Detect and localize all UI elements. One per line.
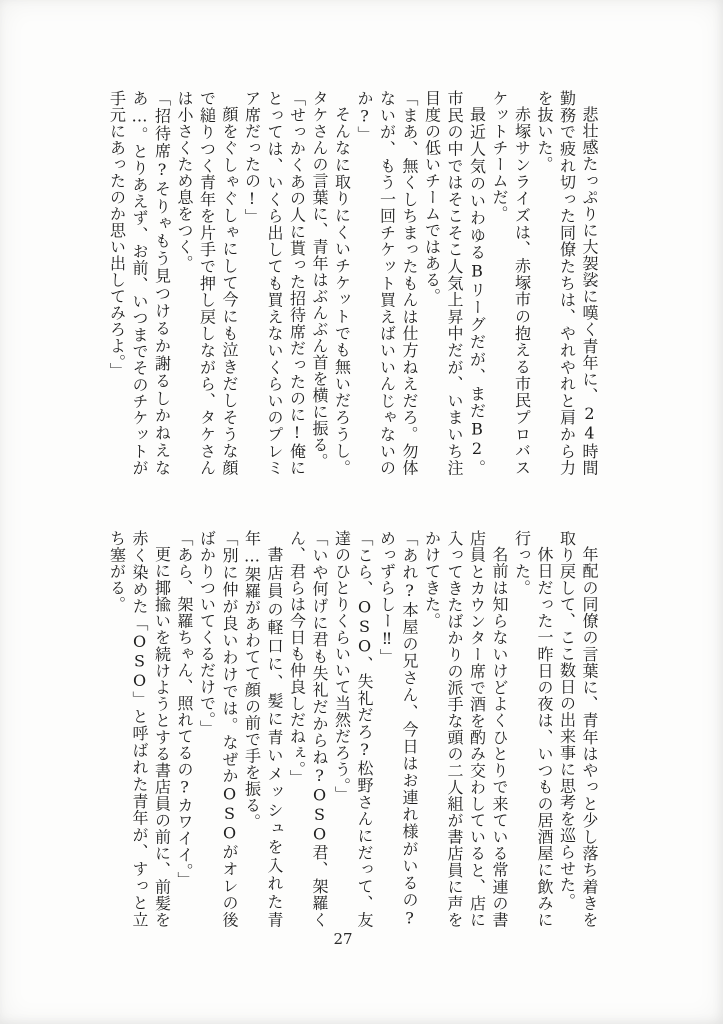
paragraph: 「招待席?そりゃもう見つけるか謝るしかねえなあ…。とりあえず、お前、いつまでそのチケットが手元にあったのか思い出してみろよ。」	[107, 90, 172, 476]
paragraph: 休日だった一昨日の夜は、いつもの居酒屋に飲みに行った。	[512, 530, 554, 928]
paragraph: 「あら、架羅ちゃん、照れてるの?カワイイ。」	[175, 530, 194, 888]
paragraph: 「せっかくあの人に貰った招待席だったのに!俺にとっては、いくら出しても買えないくらいのプレミア席だったの!」	[242, 90, 307, 476]
paragraph: 更に揶揄いを続けようとする書店員の前に、前髪を赤く染めた「OSO」と呼ばれた青年が、すっと立ち塞がる。	[107, 530, 172, 929]
paragraph: 「いや何げに君も失礼だからね?OSO君、架羅くん、君らは今日も仲良しだねぇ。」	[287, 530, 329, 928]
text-block-bottom	[95, 530, 600, 928]
paragraph: 最近人気のいわゆるBリーグだが、まだB2。市民の中ではそこそこ人気上昇中だが、いまいち注目度の低いチームではある。	[422, 90, 487, 476]
paragraph: 「別に仲が良いわけでは。なぜかOSOがオレの後ばかりついてくるだけで。」	[197, 530, 239, 928]
paragraph: 「あれ?本屋の兄さん、今日はお連れ様がいるの?めっずらしー‼」	[377, 530, 419, 928]
paragraph: 悲壮感たっぷりに大袈裟に嘆く青年に、24時間勤務で疲れ切った同僚たちは、やれやれと肩から力を抜いた。	[535, 90, 599, 476]
paragraph: 名前は知らないけどよくひとりで来ている常連の書店員とカウンター席で酒を酌み交わしていると、店に入ってきたばかりの派手な頭の二人組が書店員に声をかけてきた。	[422, 530, 509, 928]
paragraph: そんなに取りにくいチケットでも無いだろうし。タケさんの言葉に、青年はぶんぶん首を横に振る。	[310, 90, 352, 476]
paragraph: 顔をぐしゃぐしゃにして今にも泣きだしそうな顔で縋りつく青年を片手で押し戻しながら、タケさんは小さくため息をつく。	[175, 90, 239, 476]
paragraph: 赤塚サンライズは、赤塚市の抱える市民プロバスケットチームだ。	[490, 90, 532, 476]
paragraph: 年配の同僚の言葉に、青年はやっと少し落ち着きを取り戻して、ここ数日の出来事に思考を巡らせた。	[557, 530, 599, 929]
paragraph: 書店員の軽口に、髪に青いメッシュを入れた青年…架羅があわてて顔の前で手を振る。	[242, 530, 284, 928]
page-number: 27	[333, 930, 353, 948]
paragraph: 「こら、OSO、失礼だろ?松野さんにだって、友達のひとりくらいいて当然だろう。」	[332, 530, 374, 928]
paragraph: 「まあ、無くしちまったもんは仕方ねえだろ。勿体ないが、もう一回チケット買えばいいんじゃないのか?」	[355, 90, 419, 476]
text-block-top	[95, 90, 600, 476]
